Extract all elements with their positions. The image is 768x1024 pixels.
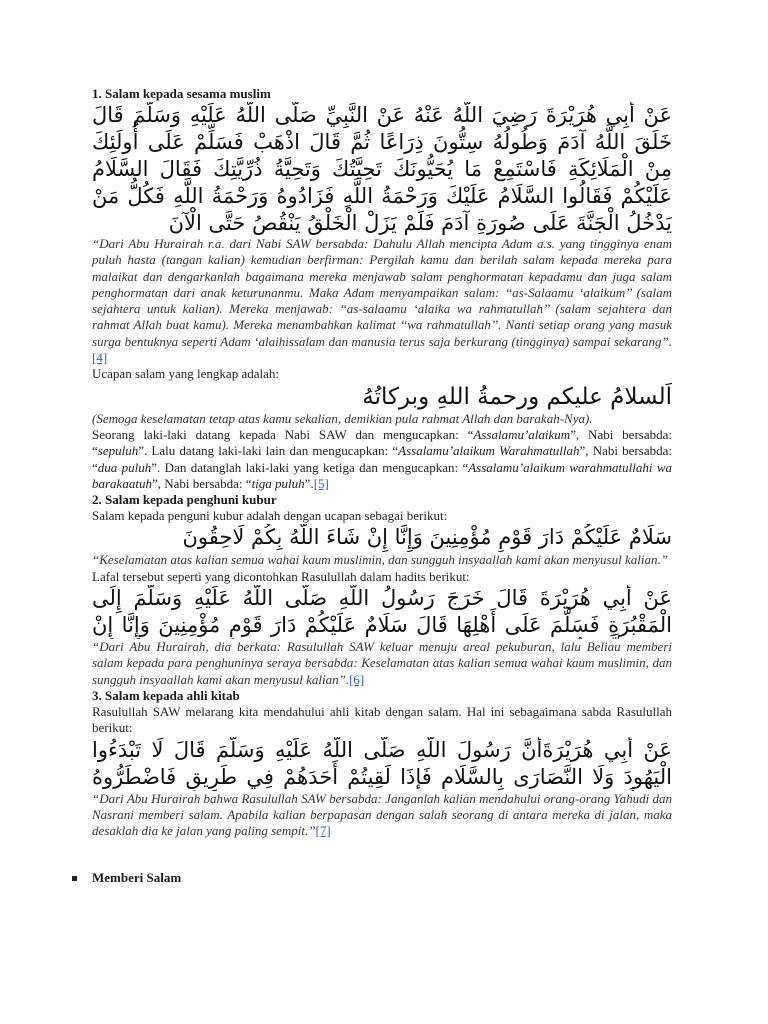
- square-bullet-icon: [72, 876, 77, 881]
- section-2-intro: Salam kepada penguni kubur adalah dengan ucapan sebagai berikut:: [92, 508, 448, 524]
- bullet-item-memberi-salam: [72, 870, 181, 886]
- section-2-arabic-salam: سَلَامٌ عَلَيْكُمْ دَارَ قَوْمٍ مُؤْمِنِينَ وَإِنَّا إِنْ شَاءَ اللَّهُ بِكُمْ لَاحِقُونَ: [182, 525, 672, 550]
- bullet-label: Memberi Salam: [92, 870, 182, 885]
- section-1-heading: 1. Salam kepada sesama muslim: [92, 86, 271, 101]
- section-3-heading: 3. Salam kepada ahli kitab: [92, 687, 240, 703]
- footnote-link-4[interactable]: [4]: [92, 350, 108, 366]
- section-2-quote-hadith: “Dari Abu Hurairah, dia berkata: Rasulullah SAW keluar menuju areal pekuburan, lalu Beliau memberi salam kepada para penghuninya seraya bersabda: Keselamatan atas kalian semua wahai kaum muslimin, dan sungguh insyaallah kami akan menyusul kalian”.[6]: [92, 639, 672, 687]
- section-3-intro: Rasulullah SAW melarang kita mendahului ahli kitab dengan salam. Hal ini sebagaimana sabda Rasulullah berikut:: [92, 703, 672, 736]
- section-1-story: Seorang laki-laki datang kepada Nabi SAW dan mengucapkan: “Assalamu’alaikum”, Nabi bersabda: “sepuluh”. Lalu datang laki-laki lain dan mengucapkan: “Assalamu’alaikum Warahmatullah”, Nabi bersabda: “dua puluh”. Dan datanglah laki-laki yang ketiga dan mengucapkan: “Assalamu’alaikum warahmatullahi wa barakaatuh”, Nabi bersabda: “tiga puluh”.[5]: [92, 426, 672, 491]
- document-content: [92, 86, 672, 839]
- section-3-quote: “Dari Abu Hurairah bahwa Rasulullah SAW bersabda: Janganlah kalian mendahului orang-orang Yahudi dan Nasrani memberi salam. Apabila kalian berpapasan dengan salah seorang di antara mereka di jalan, maka desaklah dia ke jalan yang paling sempit.”[7]: [92, 790, 672, 839]
- section-3-arabic-hadith: عَنْ أَبِي هُرَيْرَةَأَنَّ رَسُولَ اللَّهِ صَلَّى اللَّهُ عَلَيْهِ وَسَلَّمَ قَالَ لَا تَبْدَءُوا الْيَهُودَ وَلَا النَّصَارَى بِالسَّلَامِ فَإِذَا لَقِيتُمْ أَحَدَهُمْ فِي طَرِيقٍ فَاضْطَرُّوهُ: [92, 737, 672, 789]
- section-2-quote: “Keselamatan atas kalian semua wahai kaum muslimin, dan sungguh insyaallah kami akan menyusul kalian.”: [92, 552, 668, 568]
- section-2-lead: Lafal tersebut seperti yang dicontohkan Rasulullah dalam hadits berikut:: [92, 568, 470, 584]
- salam-translation: (Semoga keselamatan tetap atas kamu sekalian, demikian pula rahmat Allah dan barakah-Nya).: [92, 410, 593, 426]
- section-2-heading: 2. Salam kepada penghuni kubur: [92, 492, 277, 508]
- section-2-arabic-hadith: عَنْ أَبِي هُرَيْرَةَ قَالَ خَرَجَ رَسُولُ اللَّهِ صَلَّى اللَّهُ عَلَيْهِ وَسَلَّمَ إِلَى الْمَقْبُرَةِ فَسَلَّمَ عَلَى أَهْلِهَا قَالَ سَلَامٌ عَلَيْكُمْ دَارَ قَوْمٍ مُؤْمِنِينَ وَإِنَّا إِنْ: [92, 586, 672, 638]
- footnote-link-6[interactable]: [6]: [349, 671, 365, 687]
- footnote-link-5[interactable]: [5]: [313, 475, 329, 491]
- footnote-link-7[interactable]: [7]: [315, 823, 331, 839]
- salam-complete-arabic: اَلسلامُ عليكم ورحمةُ اللهِ وبركاتُهُ: [362, 383, 672, 410]
- section-1-quote: “Dari Abu Hurairah r.a. dari Nabi SAW bersabda: Dahulu Allah mencipta Adam a.s. yang tingginya enam puluh hasta (tangan kalian) kemudian berfirman: Pergilah kamu dan berilah salam kepada mereka para malaikat dan dengarkanlah bagaimana mereka menjawab salam penghormatan kepadamu dan juga salam penghormatan dari anak keturunanmu. Maka Adam menyampaikan salam: ‘‘as-Salaamu ‘alaikum’’ (salam sejahtera untuk kalian). Mereka menjawab: ‘‘as-salaamu ‘alaika wa rahmatullah’’ (salam sejahtera dan rahmat Allah buat kamu). Mereka menambahkan kalimat ‘‘wa rahmatullah’’. Nanti setiap orang yang masuk surga bentuknya seperti Adam ‘alaihissalam dan manusia terus saja berkurang (tingginya) sampai sekarang”.[4]: [92, 236, 672, 366]
- section-1-arabic-hadith: عَنْ أَبِي هُرَيْرَةَ رَضِيَ اللَّهُ عَنْهُ عَنْ النَّبِيِّ صَلَّى اللَّهُ عَلَيْهِ وَسَلَّمَ قَالَ خَلَقَ اللَّهُ آدَمَ وَطُولُهُ سِتُّونَ ذِرَاعًا ثُمَّ قَالَ اذْهَبْ فَسَلِّمْ عَلَى أُولَئِكَ مِنْ الْمَلَائِكَةِ فَاسْتَمِعْ مَا يُحَيُّونَكَ تَحِيَّتُكَ وَتَحِيَّةُ ذُرِّيَّتِكَ فَقَالَ السَّلَامُ عَلَيْكُمْ فَقَالُوا السَّلَامُ عَلَيْكَ وَرَحْمَةُ اللَّهِ فَزَادُوهُ وَرَحْمَةُ اللَّهِ فَكُلُّ مَنْ يَدْخُلُ الْجَنَّةَ عَلَى صُورَةِ آدَمَ فَلَمْ يَزَلْ الْخَلْقُ يَنْقُصُ حَتَّى الْآنَ: [92, 103, 672, 235]
- section-1-intro: Ucapan salam yang lengkap adalah:: [92, 366, 279, 382]
